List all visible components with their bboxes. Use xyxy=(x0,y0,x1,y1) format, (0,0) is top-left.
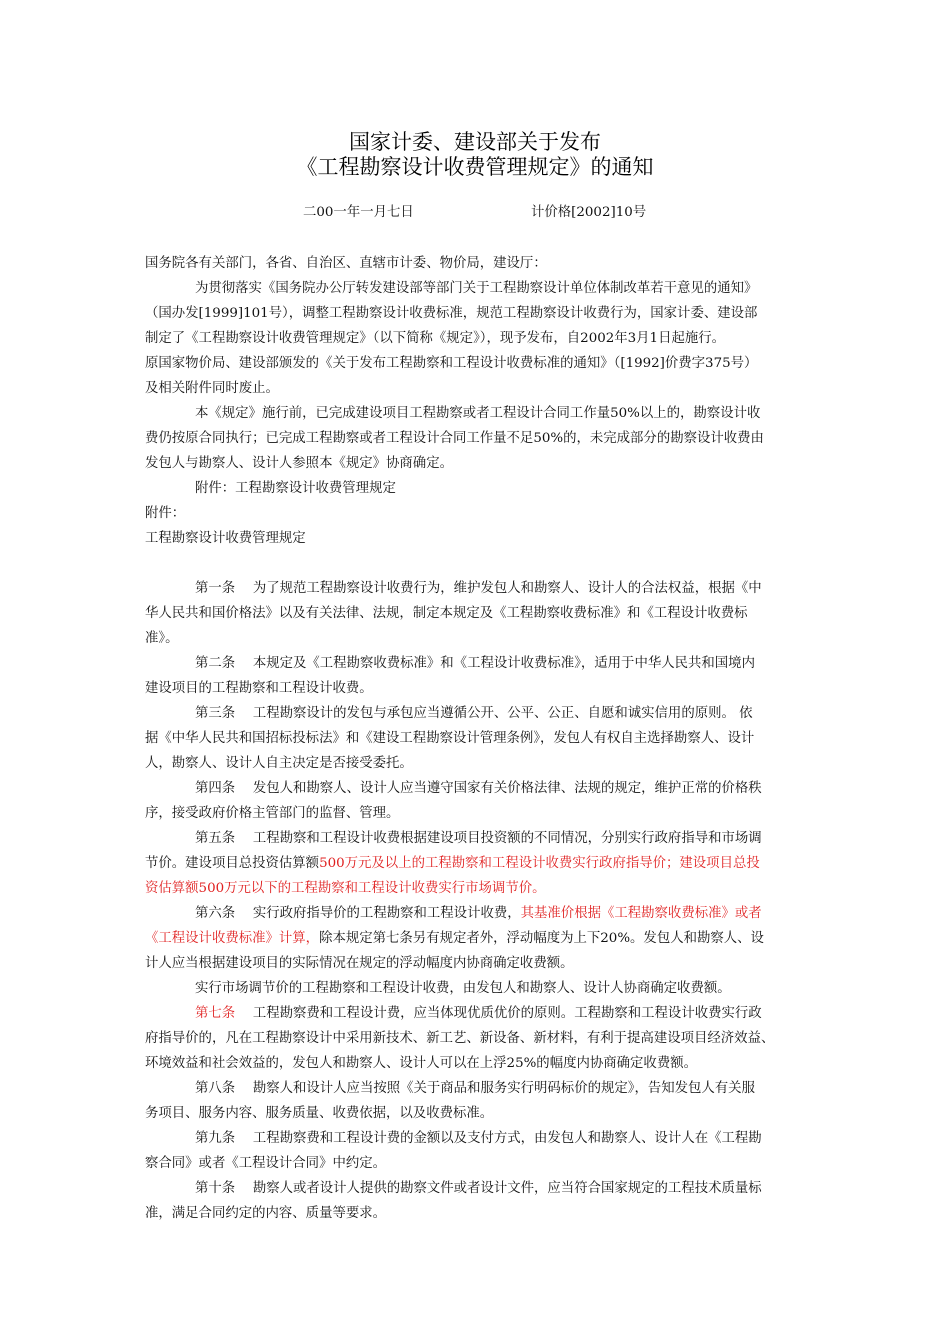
article-9-line: 察合同》或者《工程设计合同》中约定。 xyxy=(145,1156,387,1171)
article-7-line: 环境效益和社会效益的，发包人和勘察人、设计人可以在上浮25%的幅度内协商确定收费额。 xyxy=(145,1056,697,1071)
document-title-line-1: 国家计委、建设部关于发布 xyxy=(349,130,601,154)
article-9-line: 第九条 工程勘察费和工程设计费的金额以及支付方式，由发包人和勘察人、设计人在《工程勘 xyxy=(195,1131,762,1146)
article-4-line: 序，接受政府价格主管部门的监督、管理。 xyxy=(145,806,400,821)
article-7-label: 第七条 xyxy=(195,1006,236,1021)
transition-line: 发包人与勘察人、设计人参照本《规定》协商确定。 xyxy=(145,456,453,471)
article-1-line: 第一条 为了规范工程勘察设计收费行为，维护发包人和勘察人、设计人的合法权益，根据《中 xyxy=(195,581,762,596)
transition-line: 费仍按原合同执行；已完成工程勘察或者工程设计合同工作量不足50%的，未完成部分的勘察设计收费由 xyxy=(145,431,764,446)
article-6-line xyxy=(145,930,764,948)
issue-date: 二00一年一月七日 xyxy=(303,205,414,220)
intro-line: 为贯彻落实《国务院办公厅转发建设部等部门关于工程勘察设计单位体制改革若干意见的通知》 xyxy=(195,281,758,296)
attachment-note: 附件：工程勘察设计收费管理规定 xyxy=(195,481,396,496)
market-price-paragraph: 实行市场调节价的工程勘察和工程设计收费，由发包人和勘察人、设计人协商确定收费额。 xyxy=(195,981,731,996)
article-6-highlight: 《工程设计收费标准》计算， xyxy=(145,931,320,946)
article-10-line: 第十条 勘察人或者设计人提供的勘察文件或者设计文件，应当符合国家规定的工程技术质量标 xyxy=(195,1181,762,1196)
article-6-line: 计人应当根据建设项目的实际情况在规定的浮动幅度内协商确定收费额。 xyxy=(145,956,574,971)
document-title-line-2: 《工程勘察设计收费管理规定》的通知 xyxy=(296,155,654,179)
article-5-highlight-line: 资估算额500万元以下的工程勘察和工程设计收费实行市场调节价。 xyxy=(145,881,546,896)
transition-line: 本《规定》施行前，已完成建设项目工程勘察或者工程设计合同工作量50%以上的，勘察设计收 xyxy=(195,406,761,421)
article-4-line: 第四条 发包人和勘察人、设计人应当遵守国家有关价格法律、法规的规定，维护正常的价格秩 xyxy=(195,781,762,796)
article-1-line: 华人民共和国价格法》以及有关法律、法规，制定本规定及《工程勘察收费标准》和《工程设计收费标 xyxy=(145,606,748,621)
article-1-line: 准》。 xyxy=(145,631,179,646)
article-6-text: 第六条 实行政府指导价的工程勘察和工程设计收费， xyxy=(195,906,521,921)
article-7-line: 府指导价的，凡在工程勘察设计中采用新技术、新工艺、新设备、新材料，有利于提高建设项目经济效益、 xyxy=(145,1031,775,1046)
article-2-line: 第二条 本规定及《工程勘察收费标准》和《工程设计收费标准》，适用于中华人民共和国境内 xyxy=(195,656,755,671)
article-3-line: 第三条 工程勘察设计的发包与承包应当遵循公开、公平、公正、自愿和诚实信用的原则。 依 xyxy=(195,706,753,721)
article-5-highlight: 500万元及以上的工程勘察和工程设计收费实行政府指导价；建设项目总投 xyxy=(319,856,760,871)
recipients: 国务院各有关部门，各省、自治区、直辖市计委、物价局，建设厅： xyxy=(145,256,547,271)
article-6-line xyxy=(195,905,762,923)
article-8-line: 务项目、服务内容、服务质量、收费依据，以及收费标准。 xyxy=(145,1106,494,1121)
intro-line: 及相关附件同时废止。 xyxy=(145,381,279,396)
article-7-line xyxy=(195,1005,762,1023)
article-3-line: 据《中华人民共和国招标投标法》和《建设工程勘察设计管理条例》，发包人有权自主选择勘察人、设计 xyxy=(145,731,755,746)
article-5-text: 节价。建设项目总投资估算额 xyxy=(145,856,320,871)
intro-line: 原国家物价局、建设部颁发的《关于发布工程勘察和工程设计收费标准的通知》（[1992]价费字375号） xyxy=(145,356,758,371)
article-6-highlight: 其基准价根据《工程勘察收费标准》或者 xyxy=(520,906,762,921)
attachment-title: 工程勘察设计收费管理规定 xyxy=(145,531,306,546)
article-7-text: 工程勘察费和工程设计费，应当体现优质优价的原则。工程勘察和工程设计收费实行政 xyxy=(235,1006,762,1021)
article-10-line: 准，满足合同约定的内容、质量等要求。 xyxy=(145,1206,387,1221)
intro-line: 制定了《工程勘察设计收费管理规定》（以下简称《规定》），现予发布，自2002年3月1日起施行。 xyxy=(145,331,726,346)
article-2-line: 建设项目的工程勘察和工程设计收费。 xyxy=(145,681,373,696)
document-number: 计价格[2002]10号 xyxy=(531,205,647,220)
article-5-line xyxy=(145,855,760,873)
article-5-line: 第五条 工程勘察和工程设计收费根据建设项目投资额的不同情况，分别实行政府指导和市场调 xyxy=(195,831,762,846)
intro-line: （国办发[1999]101号），调整工程勘察设计收费标准，规范工程勘察设计收费行为，国家计委、建设部 xyxy=(145,306,758,321)
article-3-line: 人，勘察人、设计人自主决定是否接受委托。 xyxy=(145,756,413,771)
article-6-text: 除本规定第七条另有规定者外，浮动幅度为上下20%。发包人和勘察人、设 xyxy=(319,931,764,946)
attachment-label: 附件： xyxy=(145,506,186,521)
article-8-line: 第八条 勘察人和设计人应当按照《关于商品和服务实行明码标价的规定》，告知发包人有关服 xyxy=(195,1081,755,1096)
